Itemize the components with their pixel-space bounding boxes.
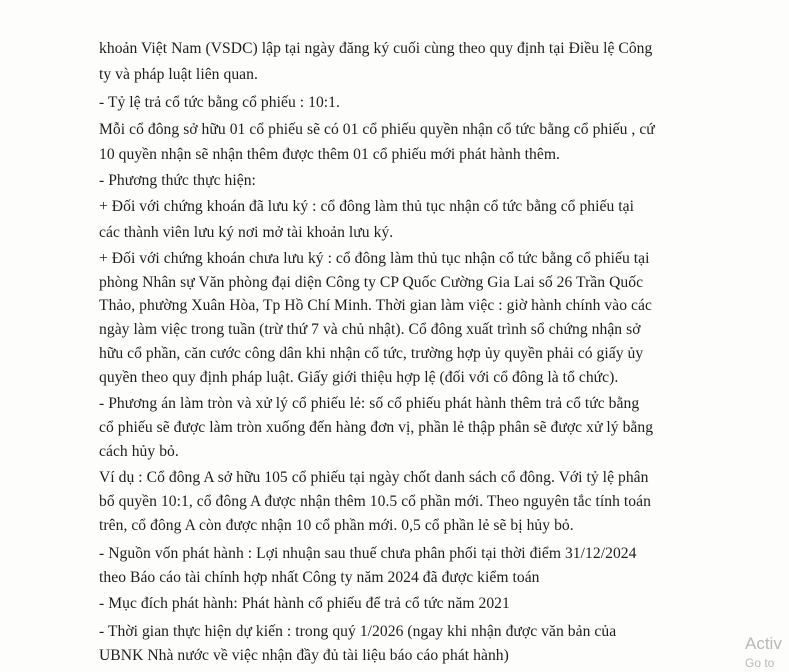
text-line: trên, cổ đông A còn được nhận 10 cổ phần mới. 0,5 cổ phần lẻ sẽ bị hủy bỏ.: [99, 517, 574, 534]
text-line: khoản Việt Nam (VSDC) lập tại ngày đăng ký cuối cùng theo quy định tại Điều lệ Công: [99, 40, 653, 57]
text-line: - Phương thức thực hiện:: [99, 172, 256, 189]
text-line: ty và pháp luật liên quan.: [99, 66, 258, 83]
text-line: Mỗi cổ đông sở hữu 01 cổ phiếu sẽ có 01 cổ phiếu quyền nhận cổ tức bằng cổ phiếu , cứ: [99, 121, 655, 138]
text-line: - Tỷ lệ trả cổ tức bằng cổ phiếu : 10:1.: [99, 94, 340, 111]
text-line: phòng Nhân sự Văn phòng đại diện Công ty CP Quốc Cường Gia Lai số 26 Trần Quốc: [99, 274, 644, 291]
text-line: cổ phiếu sẽ được làm tròn xuống đến hàng đơn vị, phần lẻ thập phân sẽ được xử lý bằng: [99, 419, 654, 436]
activation-watermark-title: Activ: [745, 634, 782, 653]
text-line: theo Báo cáo tài chính hợp nhất Công ty năm 2024 đã được kiểm toán: [99, 569, 540, 586]
text-line: Thảo, phường Xuân Hòa, Tp Hồ Chí Minh. Thời gian làm việc : giờ hành chính vào các: [99, 297, 652, 314]
text-line: - Mục đích phát hành: Phát hành cổ phiếu để trả cổ tức năm 2021: [99, 595, 510, 612]
text-line: 10 quyền nhận sẽ nhận thêm được thêm 01 cổ phiếu mới phát hành thêm.: [99, 146, 560, 163]
text-line: các thành viên lưu ký nơi mở tài khoản lưu ký.: [99, 224, 394, 241]
text-line: UBNK Nhà nước về việc nhận đầy đủ tài liệu báo cáo phát hành): [99, 647, 509, 664]
text-line: + Đối với chứng khoán đã lưu ký : cổ đông làm thủ tục nhận cổ tức bằng cổ phiếu tại: [99, 198, 635, 215]
text-line: quyền theo quy định pháp luật. Giấy giới thiệu hợp lệ (đối với cổ đông là tổ chức).: [99, 369, 619, 386]
text-line: - Phương án làm tròn và xử lý cổ phiếu lẻ: số cổ phiếu phát hành thêm trả cổ tức bằng: [99, 395, 640, 412]
text-line: + Đối với chứng khoán chưa lưu ký : cổ đông làm thủ tục nhận cổ tức bằng cổ phiếu tại: [99, 250, 650, 267]
text-line: Ví dụ : Cổ đông A sở hữu 105 cổ phiếu tại ngày chốt danh sách cổ đông. Với tỷ lệ phân: [99, 469, 649, 486]
activation-watermark-subtitle: Go to: [745, 656, 775, 670]
text-line: - Thời gian thực hiện dự kiến : trong quý 1/2026 (ngay khi nhận được văn bản của: [99, 623, 617, 640]
text-line: hữu cổ phần, căn cước công dân khi nhận cổ tức, trường hợp ủy quyền phải có giấy ủy: [99, 345, 644, 362]
text-line: bổ quyền 10:1, cổ đông A được nhận thêm 10.5 cổ phần mới. Theo nguyên tắc tính toán: [99, 493, 651, 510]
text-line: cách hủy bỏ.: [99, 443, 179, 460]
text-line: - Nguồn vốn phát hành : Lợi nhuận sau thuế chưa phân phối tại thời điểm 31/12/2024: [99, 545, 637, 562]
text-line: ngày làm việc trong tuần (trừ thứ 7 và chủ nhật). Cổ đông xuất trình sổ chứng nhận sở: [99, 321, 641, 338]
